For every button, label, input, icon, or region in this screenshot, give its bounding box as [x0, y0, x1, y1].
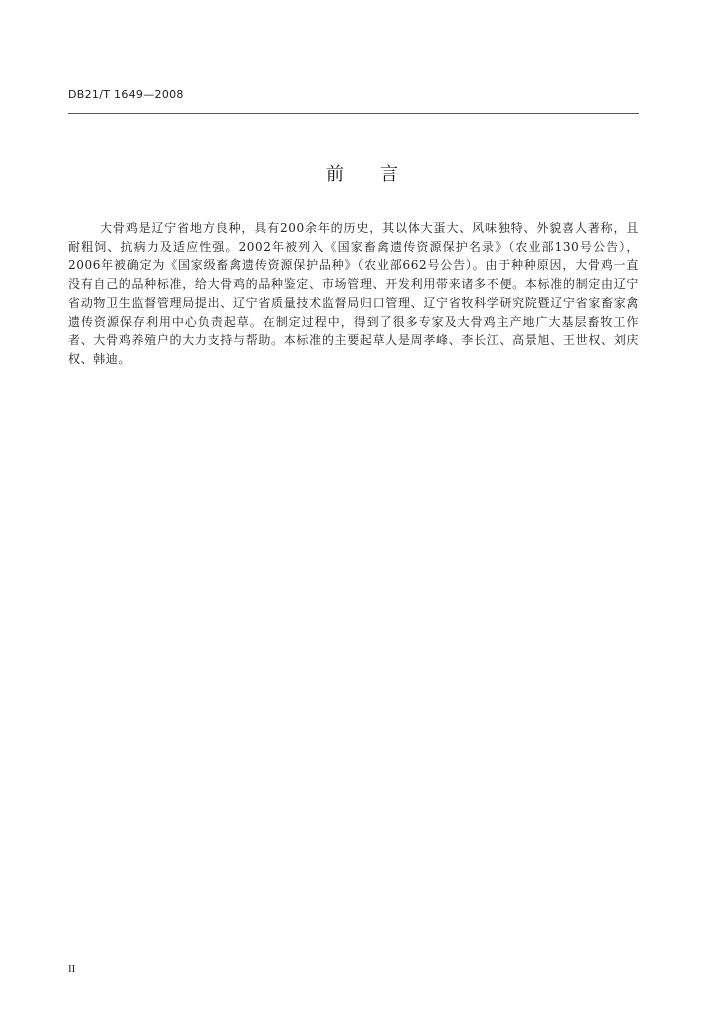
- page-number: II: [68, 963, 76, 975]
- preface-paragraph: 大骨鸡是辽宁省地方良种，具有200余年的历史，其以体大蛋大、风味独特、外貌喜人著称，且耐粗饲、抗病力及适应性强。2002年被列入《国家畜禽遗传资源保护名录》（农业部130号公告），2006年被确定为《国家级畜禽遗传资源保护品种》（农业部662号公告）。由于种种原因，大骨鸡一直没有自己的品种标准，给大骨鸡的品种鉴定、市场管理、开发利用带来诸多不便。本标准的制定由辽宁省动物卫生监督管理局提出、辽宁省质量技术监督局归口管理、辽宁省牧科学研究院暨辽宁省家畜家禽遗传资源保存利用中心负责起草。在制定过程中，得到了很多专家及大骨鸡主产地广大基层畜牧工作者、大骨鸡养殖户的大力支持与帮助。本标准的主要起草人是周孝峰、李长江、高景旭、王世权、刘庆权、韩迪。: [68, 221, 639, 366]
- preface-title: 前言: [326, 164, 434, 185]
- header-divider: [68, 113, 639, 114]
- standard-code-header: DB21/T 1649—2008: [68, 88, 184, 101]
